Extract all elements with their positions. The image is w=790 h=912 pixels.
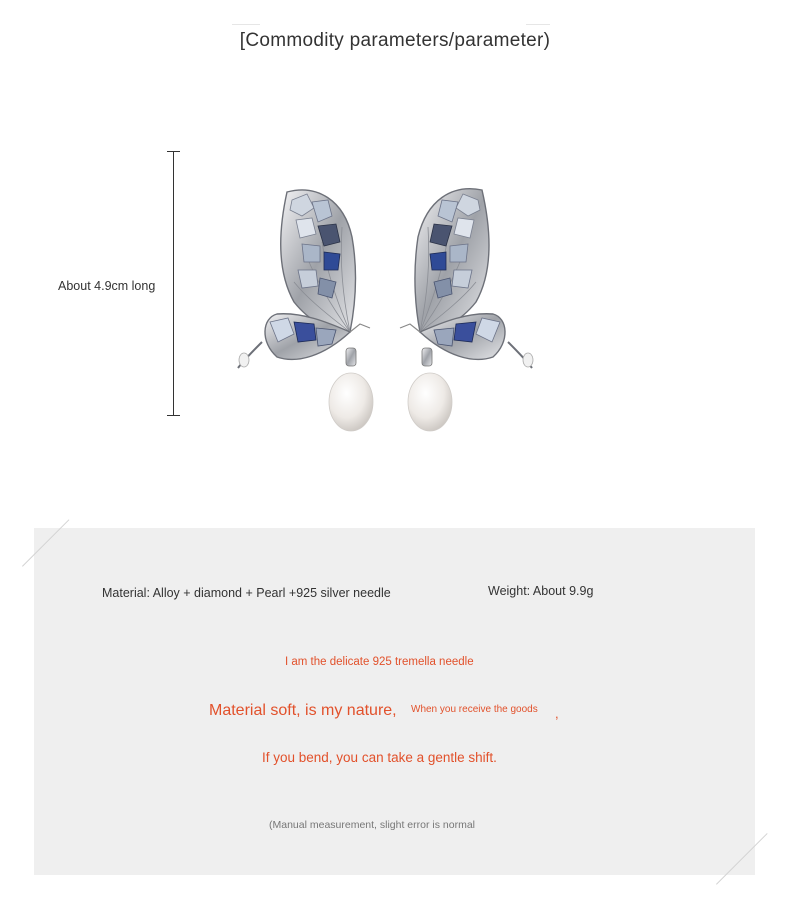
material-soft-note: Material soft, is my nature, — [209, 702, 397, 719]
butterfly-pearl-earrings-image — [232, 182, 548, 437]
length-label: About 4.9cm long — [58, 279, 156, 293]
needle-note: I am the delicate 925 tremella needle — [285, 656, 474, 668]
ruler-cap-bottom — [167, 415, 180, 416]
bend-note: If you bend, you can take a gentle shift. — [262, 750, 497, 765]
title-decoration-left — [232, 24, 260, 25]
measurement-disclaimer: (Manual measurement, slight error is normal — [269, 819, 475, 831]
receive-goods-note: When you receive the goods — [411, 704, 538, 715]
title-decoration-right — [526, 24, 550, 25]
left-earring — [238, 190, 373, 431]
length-ruler — [173, 151, 174, 415]
material-spec: Material: Alloy + diamond + Pearl +925 silver needle — [102, 586, 391, 600]
page-title: [Commodity parameters/parameter) — [239, 30, 551, 51]
weight-spec: Weight: About 9.9g — [488, 584, 594, 598]
comma-note: , — [555, 706, 559, 721]
right-earring — [400, 189, 533, 431]
